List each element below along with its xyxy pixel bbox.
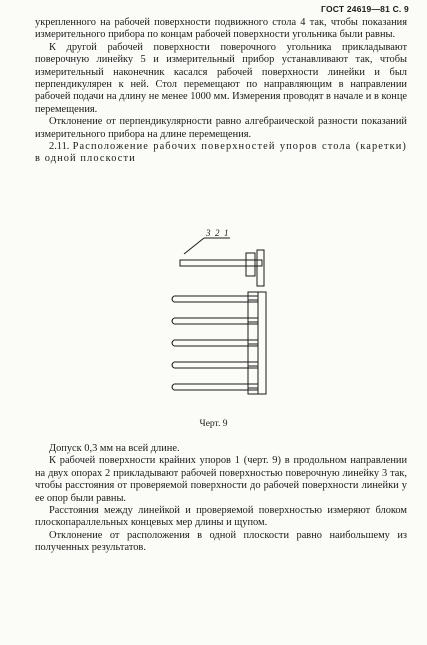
paragraph-procedure: К рабочей поверхности крайних упоров 1 (черт. 9) в продольном направлении на двух опорах 2 прикладывают рабочей поверхностью поверочную линейку 3 так, чтобы расстояния от проверяемой поверхности до рабочей поверхности линейки у ее опор были равны. xyxy=(35,455,407,504)
figure-label-1: 1 xyxy=(224,228,229,238)
paragraph-result: Отклонение от расположения в одной плоскости равно наибольшему из полученных результатов. xyxy=(35,529,407,554)
bottom-text-block xyxy=(35,443,407,555)
top-text-block xyxy=(35,17,407,166)
paragraph-tolerance: Допуск 0,3 мм на всей длине. xyxy=(49,443,180,454)
leader-line xyxy=(184,238,204,254)
section-number: 2.11. xyxy=(49,141,70,153)
figure-caption: Черт. 9 xyxy=(199,419,228,429)
straightedge-top-view xyxy=(180,260,262,266)
paragraph-method: К другой рабочей поверхности поверочного угольника прикладывают поверочную линейку 5 и измерительный прибор устанавливают так, чтобы измерительный наконечник касался рабочей поверхности линейки и был перпендикулярен к ней. Стол перемещают по направляющим в направлении рабочей подачи на длину не менее 1000 мм. Измерения проводят в начале и в конце перемещения. xyxy=(35,41,407,115)
break-lines xyxy=(172,296,174,390)
side-stop xyxy=(258,292,266,394)
paragraph-continuation: укрепленного на рабочей поверхности подвижного стола 4 так, чтобы показания измерительного прибора по концам рабочей поверхности угольника были равны. xyxy=(35,17,407,41)
section-title: Расположение рабочих поверхностей упоров стола (каретки) в одной плоскости xyxy=(35,141,407,165)
stop-top-view xyxy=(257,250,264,286)
section-heading xyxy=(35,141,407,166)
figure-label-2: 2 xyxy=(215,228,220,238)
figure-9-drawing xyxy=(160,228,280,410)
paragraph-measurement: Расстояния между линейкой и проверяемой поверхностью измеряют блоком плоскопараллельных концевых мер длины и щупом. xyxy=(35,505,407,529)
page-header: ГОСТ 24619—81 С. 9 xyxy=(321,4,409,14)
stop-block xyxy=(248,292,258,394)
paragraph-deviation: Отклонение от перпендикулярности равно алгебраической разности показаний измерительного прибора на длине перемещения. xyxy=(35,116,407,140)
support-top-view xyxy=(246,253,255,276)
table-rails xyxy=(174,296,258,390)
figure-label-3: 3 xyxy=(206,228,211,238)
